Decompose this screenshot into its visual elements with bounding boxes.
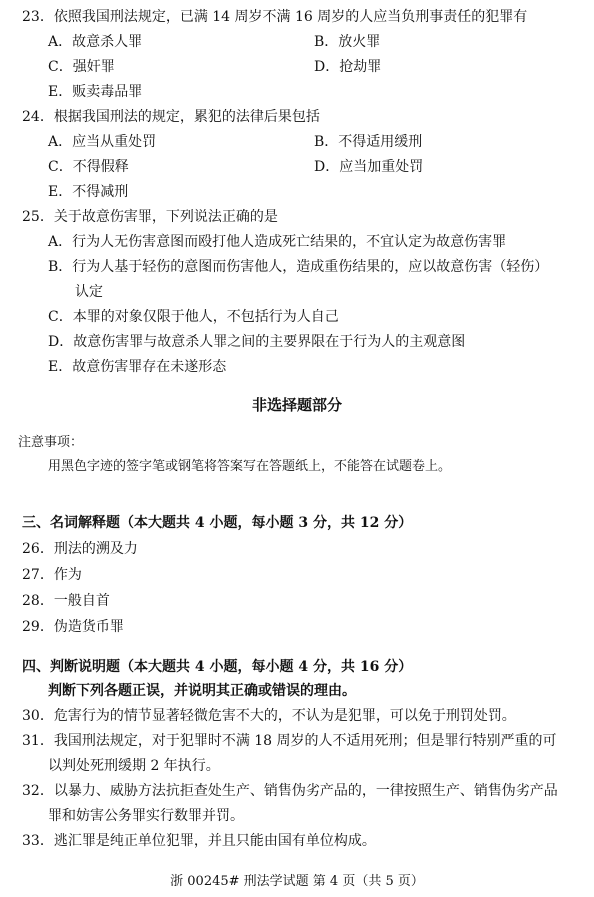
q23-option-d: D．抢劫罪 [314,59,382,75]
question-24: 24．根据我国刑法的规定，累犯的法律后果包括 [22,109,320,125]
section-4-title: 四、判断说明题（本大题共 4 小题，每小题 4 分，共 16 分） [22,659,413,675]
q23-option-b: B．放火罪 [314,34,381,50]
q24-option-a: A．应当从重处罚 [48,134,157,150]
q23-option-a: A．故意杀人罪 [48,34,143,50]
q25-option-a: A．行为人无伤害意图而殴打他人造成死亡结果的，不宜认定为故意伤害罪 [48,234,507,250]
q23-option-c: C．强奸罪 [48,59,115,75]
page-footer: 浙 00245# 刑法学试题 第 4 页（共 5 页） [170,874,424,889]
q25-option-b: B．行为人基于轻伤的意图而伤害他人，造成重伤结果的，应以故意伤害（轻伤） [48,259,549,275]
question-31-continued: 以判处死刑缓期 2 年执行。 [48,758,220,774]
question-32-continued: 罪和妨害公务罪实行数罪并罚。 [48,808,244,824]
q23-option-e: E．贩卖毒品罪 [48,84,143,100]
question-30: 30．危害行为的情节显著轻微危害不大的，不认为是犯罪，可以免于刑罚处罚。 [22,708,516,724]
question-23: 23．依照我国刑法规定，已满 14 周岁不满 16 周岁的人应当负刑事责任的犯罪有 [22,9,528,25]
question-25: 25．关于故意伤害罪，下列说法正确的是 [22,209,278,225]
q24-option-b: B．不得适用缓刑 [314,134,423,150]
q24-option-c: C．不得假释 [48,159,129,175]
question-32: 32．以暴力、威胁方法抗拒查处生产、销售伪劣产品的，一律按照生产、销售伪劣产品 [22,783,558,799]
question-27: 27．作为 [22,567,82,583]
question-28: 28．一般自首 [22,593,110,609]
section-3-title: 三、名词解释题（本大题共 4 小题，每小题 3 分，共 12 分） [22,515,413,531]
question-31: 31．我国刑法规定，对于犯罪时不满 18 周岁的人不适用死刑；但是罪行特别严重的可 [22,733,557,749]
question-26: 26．刑法的溯及力 [22,541,138,557]
q25-option-c: C．本罪的对象仅限于他人，不包括行为人自己 [48,309,339,325]
q25-option-e: E．故意伤害罪存在未遂形态 [48,359,227,375]
question-33: 33．逃汇罪是纯正单位犯罪，并且只能由国有单位构成。 [22,833,376,849]
part-title: 非选择题部分 [251,396,342,414]
q24-option-d: D．应当加重处罚 [314,159,424,175]
q25-option-b-continued: 认定 [75,284,103,300]
notice-heading: 注意事项： [18,435,84,450]
q24-option-e: E．不得减刑 [48,184,129,200]
q25-option-d: D．故意伤害罪与故意杀人罪之间的主要界限在于行为人的主观意图 [48,334,466,350]
question-29: 29．伪造货币罪 [22,619,124,635]
notice-body: 用黑色字迹的签字笔或钢笔将答案写在答题纸上，不能答在试题卷上。 [48,459,452,474]
section-4-subtitle: 判断下列各题正误，并说明其正确或错误的理由。 [48,683,356,699]
